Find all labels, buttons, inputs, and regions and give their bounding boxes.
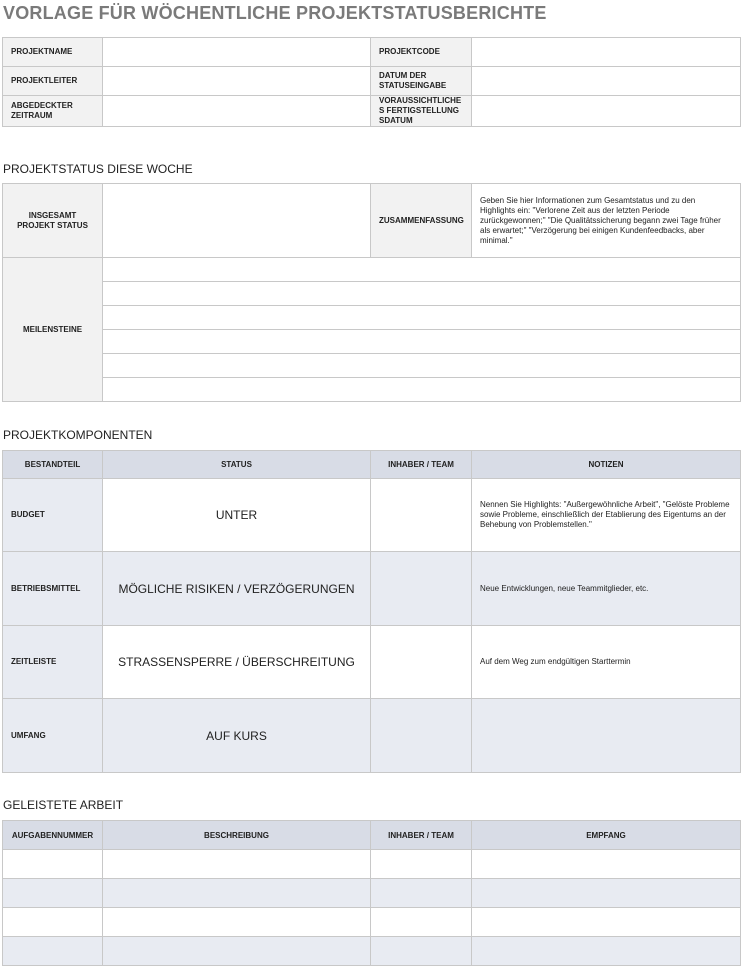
work-cell[interactable] xyxy=(371,879,472,908)
components-header-bestandteil: BESTANDTEIL xyxy=(3,451,103,479)
table-row xyxy=(3,850,741,879)
status-table xyxy=(2,183,741,402)
components-heading: PROJEKTKOMPONENTEN xyxy=(3,428,153,442)
work-header-task-number: AUFGABENNUMMER xyxy=(3,821,103,850)
component-status[interactable]: AUF KURS xyxy=(103,699,371,773)
component-status[interactable]: STRASSENSPERRE / ÜBERSCHREITUNG xyxy=(103,626,371,699)
component-name: UMFANG xyxy=(3,699,103,773)
work-cell[interactable] xyxy=(3,879,103,908)
milestone-row[interactable] xyxy=(103,282,741,306)
projektname-label: PROJEKTNAME xyxy=(3,38,103,67)
summary-text[interactable]: Geben Sie hier Informationen zum Gesamtstatus und zu den Highlights ein: "Verlorene Zeit aus der letzten Periode zurückgewonnen;" "Die Qualitätssicherung begann zwei Tage früher als erwartet;" "Verzögerung bei einigen Kundenfeedbacks, aber minimal." xyxy=(472,184,741,258)
work-cell[interactable] xyxy=(371,908,472,937)
work-cell[interactable] xyxy=(3,937,103,966)
milestone-row[interactable] xyxy=(103,378,741,402)
component-row-betriebsmittel xyxy=(3,552,741,626)
work-cell[interactable] xyxy=(103,908,371,937)
work-heading: GELEISTETE ARBEIT xyxy=(3,798,124,812)
table-row xyxy=(3,937,741,966)
work-cell[interactable] xyxy=(3,908,103,937)
component-name: BETRIEBSMITTEL xyxy=(3,552,103,626)
table-row xyxy=(3,879,741,908)
work-cell[interactable] xyxy=(103,937,371,966)
work-cell[interactable] xyxy=(472,879,741,908)
work-cell[interactable] xyxy=(103,850,371,879)
work-cell[interactable] xyxy=(3,850,103,879)
milestones-label: MEILENSTEINE xyxy=(3,258,103,402)
overall-status-label: INSGESAMT PROJEKT STATUS xyxy=(3,184,103,258)
component-name: BUDGET xyxy=(3,479,103,552)
work-header-description: BESCHREIBUNG xyxy=(103,821,371,850)
work-cell[interactable] xyxy=(472,850,741,879)
milestone-row[interactable] xyxy=(103,354,741,378)
work-cell[interactable] xyxy=(103,879,371,908)
table-row xyxy=(3,908,741,937)
component-row-budget xyxy=(3,479,741,552)
fertigstellung-field[interactable] xyxy=(472,96,741,127)
component-row-umfang xyxy=(3,699,741,773)
component-notes[interactable] xyxy=(472,699,741,773)
work-cell[interactable] xyxy=(472,908,741,937)
work-table xyxy=(2,820,741,966)
milestone-row[interactable] xyxy=(103,330,741,354)
zeitraum-field[interactable] xyxy=(103,96,371,127)
component-status[interactable]: MÖGLICHE RISIKEN / VERZÖGERUNGEN xyxy=(103,552,371,626)
work-cell[interactable] xyxy=(472,937,741,966)
datum-field[interactable] xyxy=(472,67,741,96)
components-table xyxy=(2,450,741,773)
milestone-row[interactable] xyxy=(103,258,741,282)
zeitraum-label: ABGEDECKTER ZEITRAUM xyxy=(3,96,103,127)
work-header-reception: EMPFANG xyxy=(472,821,741,850)
projektleiter-field[interactable] xyxy=(103,67,371,96)
overall-status-field[interactable] xyxy=(103,184,371,258)
work-cell[interactable] xyxy=(371,937,472,966)
components-header-notes: NOTIZEN xyxy=(472,451,741,479)
component-owner[interactable] xyxy=(371,626,472,699)
summary-label: ZUSAMMENFASSUNG xyxy=(371,184,472,258)
projektname-field[interactable] xyxy=(103,38,371,67)
component-row-zeitleiste xyxy=(3,626,741,699)
milestone-row[interactable] xyxy=(103,306,741,330)
component-notes[interactable]: Neue Entwicklungen, neue Teammitglieder, etc. xyxy=(472,552,741,626)
component-owner[interactable] xyxy=(371,552,472,626)
component-owner[interactable] xyxy=(371,699,472,773)
project-info-table xyxy=(2,37,741,127)
components-header-status: STATUS xyxy=(103,451,371,479)
component-notes[interactable]: Auf dem Weg zum endgültigen Starttermin xyxy=(472,626,741,699)
components-header-owner: INHABER / TEAM xyxy=(371,451,472,479)
page-title: VORLAGE FÜR WÖCHENTLICHE PROJEKTSTATUSBERICHTE xyxy=(3,3,547,23)
status-section-heading: PROJEKTSTATUS DIESE WOCHE xyxy=(3,162,193,176)
projektcode-field[interactable] xyxy=(472,38,741,67)
component-owner[interactable] xyxy=(371,479,472,552)
work-cell[interactable] xyxy=(371,850,472,879)
projektleiter-label: PROJEKTLEITER xyxy=(3,67,103,96)
work-header-owner: INHABER / TEAM xyxy=(371,821,472,850)
component-name: ZEITLEISTE xyxy=(3,626,103,699)
component-notes[interactable]: Nennen Sie Highlights: "Außergewöhnliche Arbeit", "Gelöste Probleme sowie Probleme, einschließlich der Etablierung des Eigentums an der Behebung von Problemstellen." xyxy=(472,479,741,552)
datum-label: DATUM DER STATUSEINGABE xyxy=(371,67,472,96)
fertigstellung-label: VORAUSSICHTLICHES FERTIGSTELLUNGSDATUM xyxy=(371,96,472,127)
projektcode-label: PROJEKTCODE xyxy=(371,38,472,67)
component-status[interactable]: UNTER xyxy=(103,479,371,552)
